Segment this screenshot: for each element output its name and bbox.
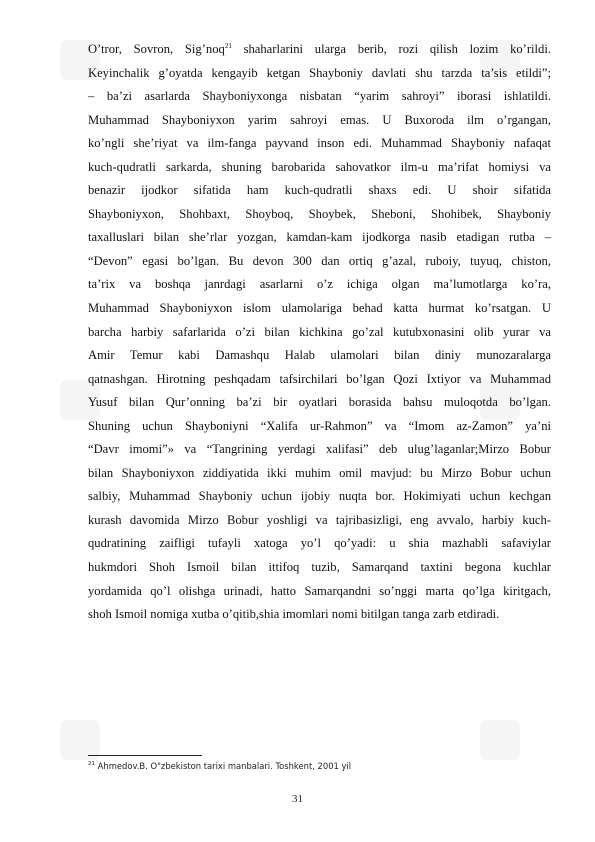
text-line: bilan Shayboniyxon ziddiyatida ikki muhim omil mavjud: bu Mirzo Bobur uchun xyxy=(88,465,551,480)
text-line: – ba’zi asarlarda Shayboniyxonga nisbatan “yarim sahroyi” iborasi ishlatildi. xyxy=(88,89,551,104)
text-line: “Davr imomi”» va “Tangrining yerdagi xalifasi” deb ulug’laganlar;Mirzo Bobur xyxy=(88,442,551,457)
text-line: Yusuf bilan Qur’onning ba’zi bir oyatlari borasida bahsu muloqotda bo’lgan. xyxy=(88,395,551,410)
text-line: barcha harbiy safarlarida o’zi bilan kichkina go’zal kutubxonasini olib yurar va xyxy=(88,324,551,339)
text-line: qatnashgan. Hirotning peshqadam tafsirchilari bo’lgan Qozi Ixtiyor va Muhammad xyxy=(88,371,551,386)
footnote-reference: 21 xyxy=(224,41,232,50)
text-line: “Devon” egasi bo’lgan. Bu devon 300 dan ortiq g’azal, ruboiy, tuyuq, chiston, xyxy=(88,253,551,268)
text-line: Keyinchalik g’oyatda kengayib ketgan Shayboniy davlati shu tarzda ta’sis etildi”; xyxy=(88,65,551,80)
text-line: ta’rix va boshqa janrdagi asarlarni o’z ichiga olgan ma’lumotlarga ko’ra, xyxy=(88,277,551,292)
page-number: 31 xyxy=(292,793,303,805)
text-line: Shuning uchun Shayboniyni “Xalifa ur-Rahmon” va “Imom az-Zamon” ya’ni xyxy=(88,418,551,433)
text-line: kuch-qudratli sarkarda, shuning barobarida sahovatkor ilm-u ma’rifat homiysi va xyxy=(88,159,551,174)
text-line: hukmdori Shoh Ismoil bilan ittifoq tuzib, Samarqand taxtini begona kuchlar xyxy=(88,560,551,575)
text-line: ko’ngli she’riyat va ilm-fanga payvand inson edi. Muhammad Shayboniy nafaqat xyxy=(88,136,551,151)
footnote-separator xyxy=(88,755,202,756)
text-line: benazir ijodkor sifatida ham kuch-qudratli shaxs edi. U shoir sifatida xyxy=(88,183,551,198)
text-line: kurash davomida Mirzo Bobur yoshligi va tajribasizligi, eng avvalo, harbiy kuch- xyxy=(88,512,551,527)
text-line: qudratining zaifligi tufayli xatoga yo’l qo’yadi: u shia mazhabli safaviylar xyxy=(88,536,551,551)
text-line xyxy=(88,38,551,62)
text-line-segment: O’tror, Sovron, Sig’noq xyxy=(88,42,225,56)
text-line: salbiy, Muhammad Shayboniy uchun ijobiy nuqta bor. Hokimiyati uchun kechgan xyxy=(88,489,551,504)
body-paragraph xyxy=(88,38,551,627)
footnote-marker: 21 xyxy=(88,761,95,768)
footnote-text: Ahmedov.B. O"zbekiston tarixi manbalari. Toshkent, 2001 yil xyxy=(95,761,352,771)
text-line: taxalluslari bilan she’rlar yozgan, kamdan-kam ijodkorga nasib etadigan rutba – xyxy=(88,230,551,245)
text-line: Amir Temur kabi Damashqu Halab ulamolari bilan diniy munozaralarga xyxy=(88,348,551,363)
text-line: Muhammad Shayboniyxon islom ulamolariga behad katta hurmat ko’rsatgan. U xyxy=(88,301,551,316)
footnote xyxy=(88,761,351,771)
text-line: shoh Ismoil nomiga xutba o’qitib,shia imomlari nomi bitilgan tanga zarb etdiradi. xyxy=(88,607,500,622)
text-line: Shayboniyxon, Shohbaxt, Shoyboq, Shoybek, Sheboni, Shohibek, Shayboniy xyxy=(88,206,551,221)
text-line-segment: shaharlarini ularga berib, rozi qilish lozim ko’rildi. xyxy=(231,42,551,56)
text-line: yordamida qo’l olishga urinadi, hatto Samarqandni so’nggi marta qo’lga kiritgach, xyxy=(88,583,551,598)
text-line: Muhammad Shayboniyxon yarim sahroyi emas. U Buxoroda ilm o’rgangan, xyxy=(88,112,551,127)
